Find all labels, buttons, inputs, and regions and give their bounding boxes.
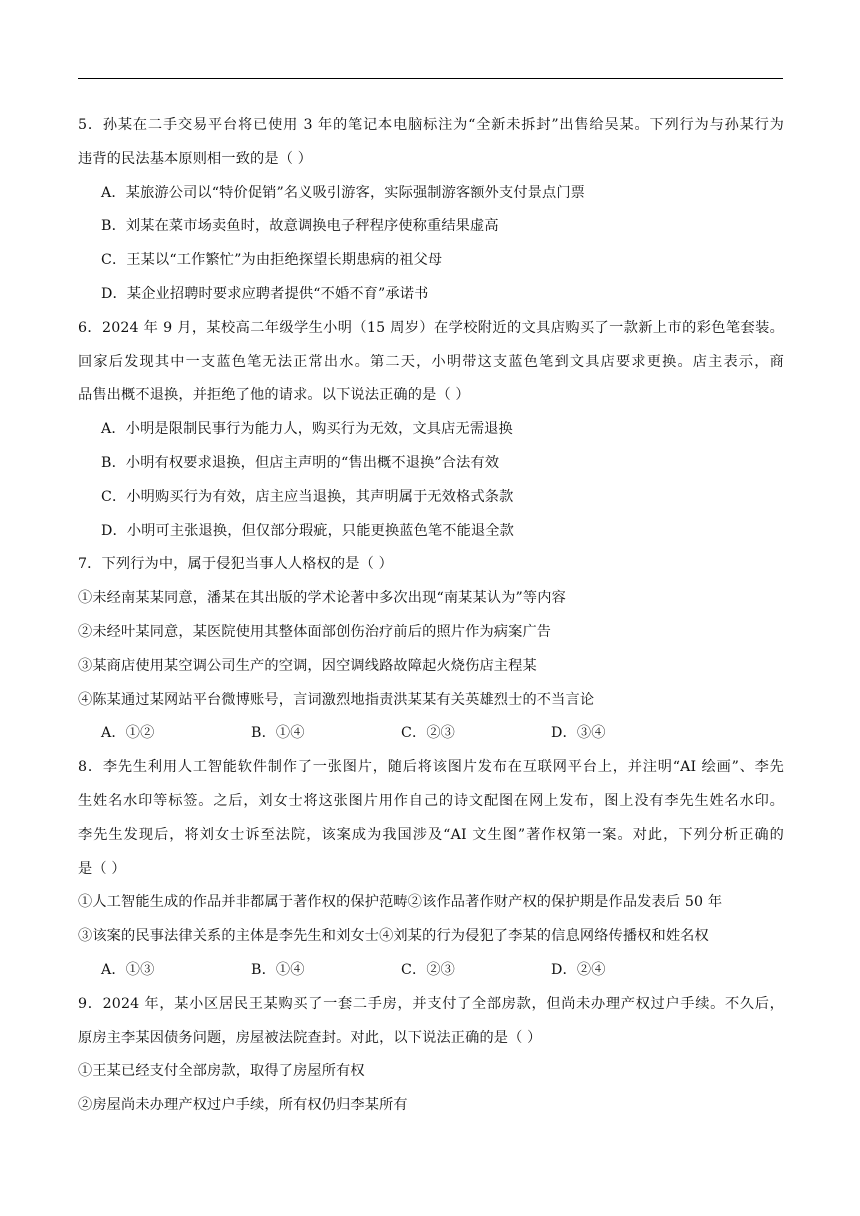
question-stem-line: 9．2024 年，某小区居民王某购买了一套二手房，并支付了全部房款，但尚未办理产权过户手续。不久后，	[78, 995, 784, 1012]
choice-b: B．①④	[251, 725, 305, 742]
question-stem-line: 品售出概不退换，并拒绝了他的请求。以下说法正确的是（ ）	[78, 387, 470, 404]
option-b: B．刘某在菜市场卖鱼时，故意调换电子秤程序使称重结果虚高	[101, 218, 499, 235]
choice-d: D．③④	[551, 725, 606, 742]
question-stem-line: 7．下列行为中，属于侵犯当事人人格权的是（ ）	[78, 556, 393, 573]
choice-c: C．②③	[401, 961, 456, 978]
numbered-statement: ③该案的民事法律关系的主体是李先生和刘女士④刘某的行为侵犯了李某的信息网络传播权和姓名权	[78, 928, 709, 945]
question-stem-line: 原房主李某因债务问题，房屋被法院查封。对此，以下说法正确的是（ ）	[78, 1029, 542, 1046]
answer-choices	[78, 717, 784, 751]
numbered-statement: ①王某已经支付全部房款，取得了房屋所有权	[78, 1063, 365, 1080]
choice-c: C．②③	[401, 725, 456, 742]
numbered-statement: ③某商店使用某空调公司生产的空调，因空调线路故障起火烧伤店主程某	[78, 657, 537, 674]
question-stem-line: 6．2024 年 9 月，某校高二年级学生小明（15 周岁）在学校附近的文具店购买了一款新上市的彩色笔套装。	[78, 319, 784, 336]
choice-a: A．①③	[101, 961, 155, 978]
question-stem-line: 回家后发现其中一支蓝色笔无法正常出水。第二天，小明带这支蓝色笔到文具店要求更换。店主表示，商	[78, 353, 784, 370]
question-stem-line: 8．李先生利用人工智能软件制作了一张图片，随后将该图片发布在互联网平台上，并注明“AI 绘画”、李先	[78, 759, 784, 776]
option-d: D．某企业招聘时要求应聘者提供“不婚不育”承诺书	[101, 285, 429, 302]
option-b: B．小明有权要求退换，但店主声明的“售出概不退换”合法有效	[101, 454, 500, 471]
option-a: A．小明是限制民事行为能力人，购买行为无效，文具店无需退换	[101, 421, 513, 438]
header-rule	[78, 78, 783, 79]
question-5	[78, 109, 784, 312]
choice-b: B．①④	[251, 961, 305, 978]
option-d: D．小明可主张退换，但仅部分瑕疵，只能更换蓝色笔不能退全款	[101, 522, 514, 539]
question-9	[78, 988, 784, 1123]
option-c: C．小明购买行为有效，店主应当退换，其声明属于无效格式条款	[101, 488, 514, 505]
choice-d: D．②④	[551, 961, 606, 978]
answer-choices	[78, 954, 784, 988]
question-stem-line: 5．孙某在二手交易平台将已使用 3 年的笔记本电脑标注为“全新未拆封”出售给吴某。下列行为与孙某行为	[78, 117, 784, 133]
question-stem-line: 李先生发现后，将刘女士诉至法院，该案成为我国涉及“AI 文生图”著作权第一案。对此，下列分析正确的	[78, 826, 784, 843]
choice-a: A．①②	[101, 725, 155, 742]
numbered-statement: ①未经南某某同意，潘某在其出版的学术论著中多次出现“南某某认为”等内容	[78, 590, 566, 607]
numbered-statement: ④陈某通过某网站平台微博账号，言词激烈地指责洪某某有关英雄烈士的不当言论	[78, 691, 595, 708]
question-stem-line: 生姓名水印等标签。之后，刘女士将这张图片用作自己的诗文配图在网上发布，图上没有李先生姓名水印。	[78, 792, 784, 809]
numbered-statement: ②房屋尚未办理产权过户手续，所有权仍归李某所有	[78, 1097, 408, 1114]
numbered-statement: ②未经叶某同意，某医院使用其整体面部创伤治疗前后的照片作为病案广告	[78, 623, 552, 640]
numbered-statement: ①人工智能生成的作品并非都属于著作权的保护范畴②该作品著作财产权的保护期是作品发表后 50 年	[78, 894, 723, 911]
question-7	[78, 548, 784, 751]
option-a: A．某旅游公司以“特价促销”名义吸引游客，实际强制游客额外支付景点门票	[101, 184, 586, 201]
question-8	[78, 751, 784, 988]
exam-content	[78, 109, 784, 1123]
question-6	[78, 312, 784, 549]
question-stem-line: 是（ ）	[78, 860, 126, 877]
option-c: C．王某以“工作繁忙”为由拒绝探望长期患病的祖父母	[101, 252, 443, 269]
question-stem-line: 违背的民法基本原则相一致的是（ ）	[78, 150, 313, 167]
